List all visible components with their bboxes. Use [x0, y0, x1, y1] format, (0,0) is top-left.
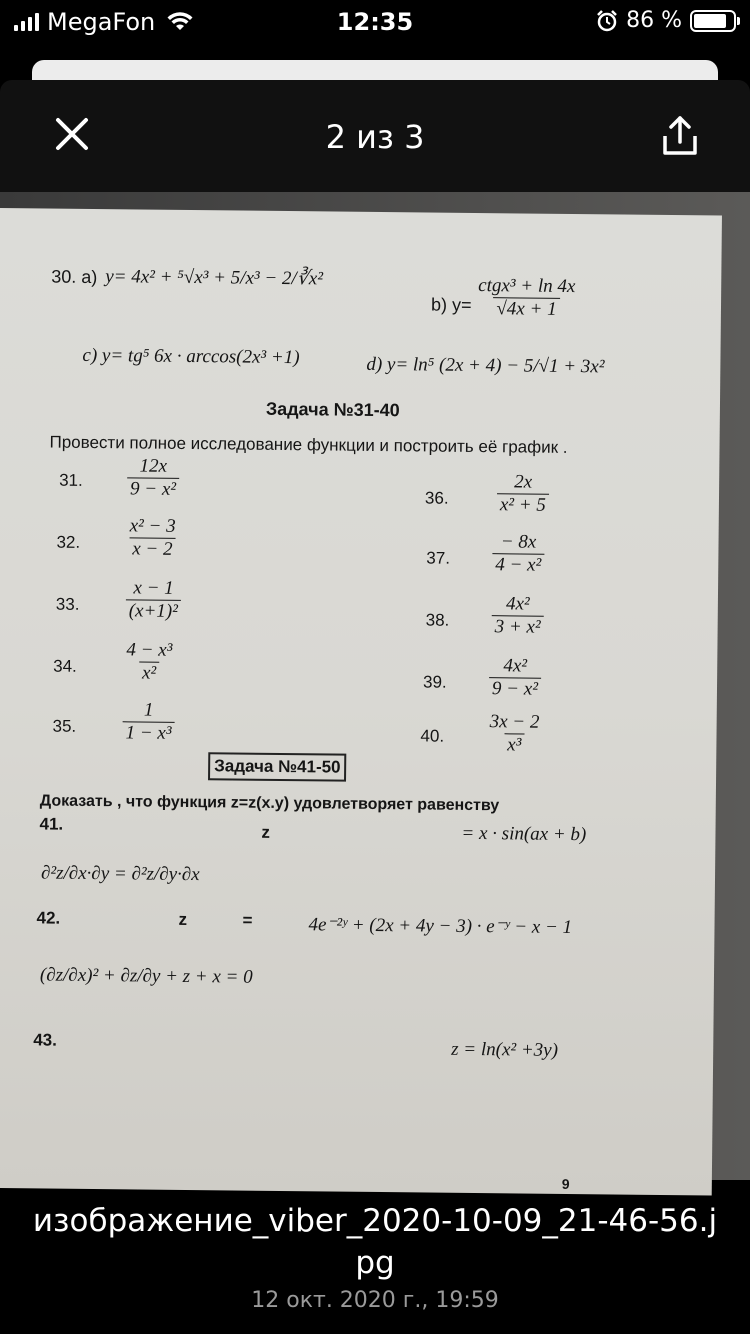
problem-42-eq-sign: = — [242, 910, 253, 930]
page-number: 9 — [561, 1175, 570, 1193]
problem-42-label: 42. — [36, 908, 61, 928]
problem-38-den: 3 + x² — [492, 615, 544, 639]
problem-43-rhs: z = ln(x² +3y) — [451, 1038, 559, 1061]
problem-31-fraction — [127, 455, 179, 501]
problem-33-num: x − 1 — [133, 577, 174, 599]
problem-32-fraction — [126, 515, 178, 561]
problem-40-fraction — [486, 711, 542, 757]
problem-41-z: z — [261, 822, 271, 842]
problem-38-label: 38. — [425, 610, 450, 630]
task-41-50-title: Задача №41-50 — [208, 752, 347, 781]
problem-35-label: 35. — [52, 716, 77, 736]
problem-40-label: 40. — [420, 726, 445, 746]
alarm-icon — [596, 10, 618, 32]
problem-30-label: 30. a) — [51, 266, 98, 288]
problem-39-fraction — [489, 655, 541, 701]
problem-36-den: x² + 5 — [497, 493, 549, 517]
problem-38-num: 4x² — [505, 593, 530, 615]
problem-31-label: 31. — [59, 470, 83, 490]
problem-30d: d) y= ln⁵ (2x + 4) − 5/√1 + 3x² — [366, 353, 605, 378]
photo-view[interactable] — [0, 192, 750, 1193]
problem-42-z: z — [178, 909, 188, 929]
problem-42-rhs: 4e⁻²ʸ + (2x + 4y − 3) · e⁻ʸ − x − 1 — [308, 914, 573, 939]
problem-41-label: 41. — [39, 814, 64, 834]
battery-fill — [694, 14, 726, 28]
task-41-50-text: Доказать , что функция z=z(x.y) удовлетворяет равенству — [39, 792, 500, 815]
problem-41-equation: ∂²z/∂x·∂y = ∂²z/∂y·∂x — [40, 862, 200, 886]
problem-40-num: 3x − 2 — [489, 711, 540, 733]
problem-34-fraction — [123, 639, 175, 685]
problem-30b-fraction — [475, 275, 579, 321]
problem-38-fraction — [492, 593, 544, 639]
problem-37-label: 37. — [426, 548, 451, 568]
problem-41-rhs: = x · sin(ax + b) — [461, 822, 587, 846]
battery-percent: 86 % — [626, 8, 682, 33]
photo-caption — [0, 1200, 750, 1313]
status-time: 12:35 — [336, 8, 414, 36]
problem-33-label: 33. — [55, 594, 80, 614]
problem-37-fraction — [492, 531, 544, 577]
problem-34-label: 34. — [53, 656, 77, 676]
problem-36-num: 2x — [514, 471, 533, 493]
problem-35-den: 1 − x³ — [122, 721, 174, 745]
viewer-nav-bar — [0, 80, 750, 192]
problem-35-num: 1 — [143, 699, 154, 721]
file-date: 12 окт. 2020 г., 19:59 — [251, 1288, 499, 1313]
problem-33-den: (x+1)² — [126, 599, 181, 623]
problem-30b-den: √4x + 1 — [493, 297, 559, 321]
share-icon — [660, 114, 700, 158]
task-31-40-title: Задача №31-40 — [265, 398, 400, 421]
battery-icon — [690, 10, 736, 32]
problem-37-den: 4 − x² — [492, 553, 544, 577]
share-button[interactable] — [660, 114, 700, 158]
problem-30a: y= 4x² + ⁵√x³ + 5/x³ − 2/∛x² — [105, 266, 324, 290]
problem-32-num: x² − 3 — [129, 515, 176, 537]
problem-32-den: x − 2 — [129, 537, 176, 560]
problem-34-num: 4 − x³ — [126, 639, 173, 661]
problem-42-equation: (∂z/∂x)² + ∂z/∂y + z + x = 0 — [39, 964, 253, 988]
problem-30b-label: b) y= — [430, 294, 472, 315]
status-right — [596, 8, 736, 33]
problem-31-num: 12x — [139, 455, 168, 477]
problem-31-den: 9 − x² — [127, 477, 179, 501]
problem-36-fraction — [497, 471, 549, 517]
problem-37-num: − 8x — [500, 531, 537, 553]
file-name: изображение_viber_2020-10-09_21-46-56.jpg — [32, 1203, 718, 1281]
problem-39-den: 9 − x² — [489, 677, 541, 701]
problem-40-den: x³ — [504, 733, 524, 756]
problem-34-den: x² — [139, 661, 159, 684]
task-31-40-text: Провести полное исследование функции и построить её график . — [49, 432, 568, 457]
problem-33-fraction — [126, 577, 182, 623]
problem-30b-num: ctgx³ + ln 4x — [478, 275, 576, 298]
problem-36-label: 36. — [424, 488, 449, 508]
problem-39-num: 4x² — [503, 655, 528, 677]
problem-32-label: 32. — [56, 532, 81, 552]
problem-30c: c) y= tg⁵ 6x · arccos(2x³ +1) — [82, 344, 300, 369]
status-bar — [0, 0, 750, 44]
carrier-name: MegaFon — [47, 8, 156, 36]
page-counter: 2 из 3 — [325, 118, 425, 156]
paper-sheet — [0, 208, 722, 1196]
problem-43-label: 43. — [33, 1030, 58, 1050]
problem-39-label: 39. — [422, 672, 447, 692]
problem-35-fraction — [122, 699, 174, 745]
